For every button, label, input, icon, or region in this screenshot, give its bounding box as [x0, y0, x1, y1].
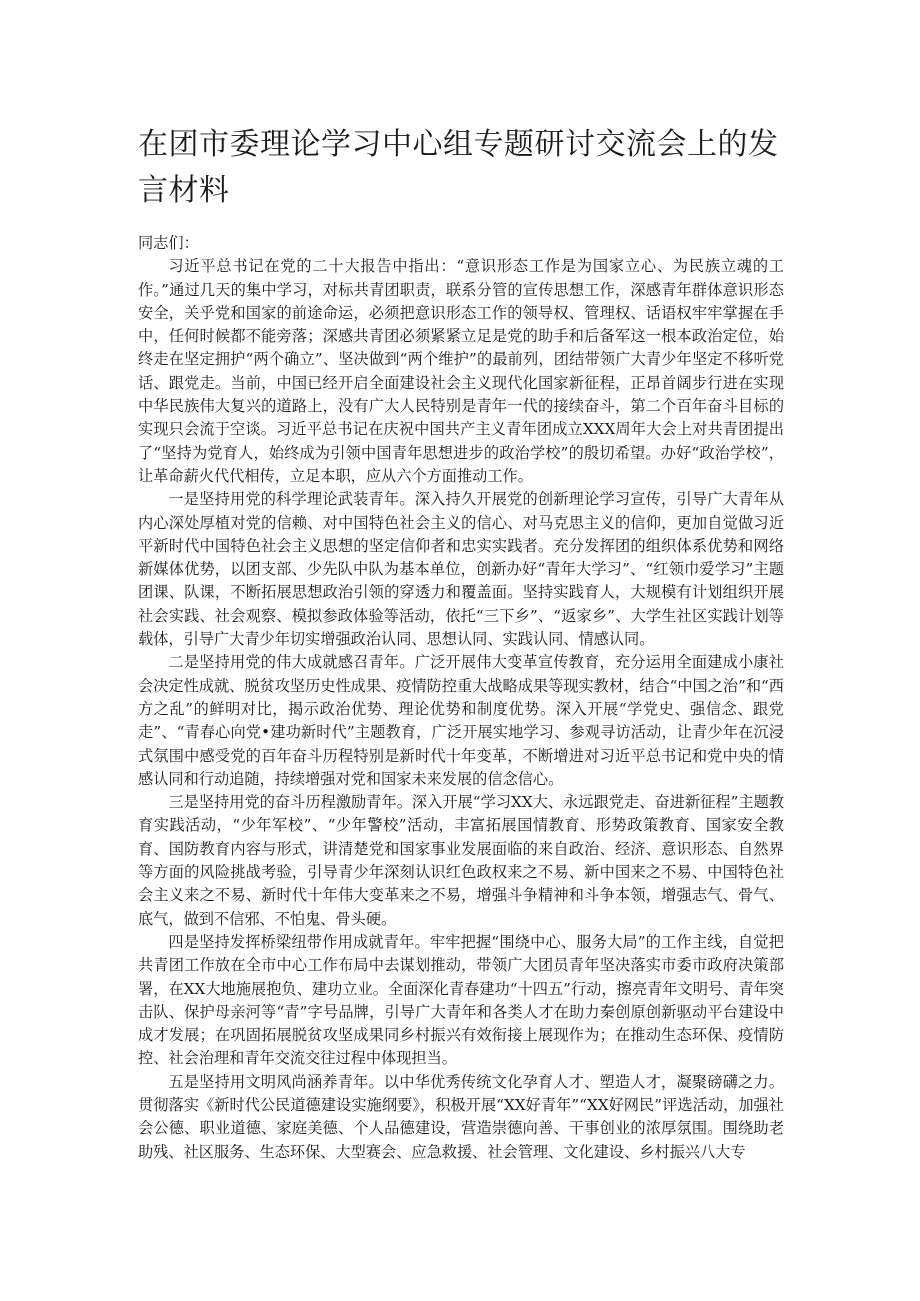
paragraph-point-2: 二是坚持用党的伟大成就感召青年。广泛开展伟大变革宣传教育，充分运用全面建成小康社会决定性成就、脱贫攻坚历史性成果、疫情防控重大战略成果等现实教材，结合“中国之治”和“西方之乱”的鲜明对比，揭示政治优势、理论优势和制度优势。深入开展“学党史、强信念、跟党走”、“青春心向党•建功新时代”主题教育，广泛开展实地学习、参观寻访活动，让青少年在沉浸式氛围中感受党的百年奋斗历程特别是新时代十年变革，不断增进对习近平总书记和党中央的情感认同和行动追随，持续增强对党和国家未来发展的信念信心。 — [138, 653, 784, 788]
salutation: 同志们： — [138, 234, 199, 252]
document-title: 在团市委理论学习中心组专题研讨交流会上的发言材料 — [138, 127, 779, 208]
paragraph-point-5: 五是坚持用文明风尚涵养青年。以中华优秀传统文化孕育人才、塑造人才，凝聚磅礴之力。贯彻落实《新时代公民道德建设实施纲要》，积极开展“XX好青年”“XX好网民”评选活动，加强社会公德、职业道德、家庭美德、个人品德建设，营造崇德向善、干事创业的浓厚氛围。围绕助老助残、社区服务、生态环保、大型赛会、应急救援、社会管理、文化建设、乡村振兴八大专 — [138, 1072, 784, 1161]
document-body — [138, 232, 784, 1164]
paragraph-intro: 习近平总书记在党的二十大报告中指出：“意识形态工作是为国家立心、为民族立魂的工作。”通过几天的集中学习，对标共青团职责，联系分管的宣传思想工作，深感青年群体意识形态安全，关乎党和国家的前途命运，必须把意识形态工作的领导权、管理权、话语权牢牢掌握在手中，任何时候都不能旁落；深感共青团必须紧紧立足是党的助手和后备军这一根本政治定位，始终走在坚定拥护“两个确立”、坚决做到“两个维护”的最前列，团结带领广大青少年坚定不移听党话、跟党走。当前，中国已经开启全面建设社会主义现代化国家新征程，正昂首阔步行进在实现中华民族伟大复兴的道路上，没有广大人民特别是青年一代的接续奋斗，第二个百年奋斗目标的实现只会流于空谈。习近平总书记在庆祝中国共产主义青年团成立XXX周年大会上对共青团提出了“坚持为党育人，始终成为引领中国青年思想进步的政治学校”的殷切希望。办好“政治学校”，让革命薪火代代相传，立足本职，应从六个方面推动工作。 — [138, 257, 784, 485]
paragraph-point-4: 四是坚持发挥桥梁纽带作用成就青年。牢牢把握“围绕中心、服务大局”的工作主线，自觉把共青团工作放在全市中心工作布局中去谋划推动，带领广大团员青年坚决落实市委市政府决策部署，在XX大地施展抱负、建功立业。全面深化青春建功“十四五”行动，擦亮青年文明号、青年突击队、保护母亲河等“青”字号品牌，引导广大青年和各类人才在助力秦创原创新驱动平台建设中成才发展；在巩固拓展脱贫攻坚成果同乡村振兴有效衔接上展现作为；在推动生态环保、疫情防控、社会治理和青年交流交往过程中体现担当。 — [138, 932, 784, 1068]
paragraph-point-1: 一是坚持用党的科学理论武装青年。深入持久开展党的创新理论学习宣传，引导广大青年从内心深处厚植对党的信赖、对中国特色社会主义的信心、对马克思主义的信仰，更加自觉做习近平新时代中国特色社会主义思想的坚定信仰者和忠实实践者。充分发挥团的组织体系优势和网络新媒体优势，以团支部、少先队中队为基本单位，创新办好“青年大学习”、“红领巾爱学习”主题团课、队课，不断拓展思想政治引领的穿透力和覆盖面。坚持实践育人，大规模有计划组织开展社会实践、社会观察、模拟参政体验等活动，依托“三下乡”、“返家乡”、大学生社区实践计划等载体，引导广大青少年切实增强政治认同、思想认同、实践认同、情感认同。 — [138, 490, 784, 649]
paragraph-point-3: 三是坚持用党的奋斗历程激励青年。深入开展“学习XX大、永远跟党走、奋进新征程”主题教育实践活动，“少年军校”、“少年警校”活动，丰富拓展国情教育、形势政策教育、国家安全教育、国防教育内容与形式，讲清楚党和国家事业发展面临的来自政治、经济、意识形态、自然界等方面的风险挑战考验，引导青少年深刻认识红色政权来之不易、新中国来之不易、中国特色社会主义来之不易、新时代十年伟大变革来之不易，增强斗争精神和斗争本领，增强志气、骨气、底气，做到不信邪、不怕鬼、骨头硬。 — [138, 793, 784, 928]
